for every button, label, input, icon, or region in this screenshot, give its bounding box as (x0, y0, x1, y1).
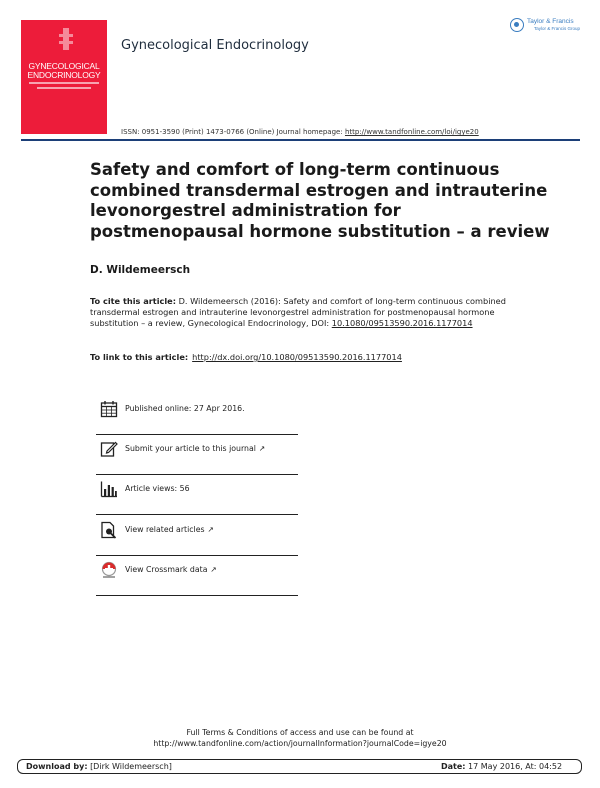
journal-cover-image (21, 20, 107, 134)
citation-block (90, 296, 510, 329)
cover-pattern (59, 28, 73, 50)
terms-text: Full Terms & Conditions of access and use can be found at (186, 728, 414, 737)
related-articles-item[interactable] (100, 521, 300, 541)
downloaded-by (26, 762, 172, 771)
bar-chart-icon (100, 480, 118, 498)
journal-homepage-link[interactable]: http://www.tandfonline.com/loi/igye20 (344, 128, 479, 136)
cover-title-line1: GYNECOLOGICAL (28, 61, 100, 71)
publisher-logo (510, 17, 586, 37)
crossmark-label[interactable]: View Crossmark data ↗ (125, 565, 217, 574)
download-date (441, 762, 562, 771)
submit-article-item[interactable] (100, 440, 300, 460)
article-link-line (90, 352, 402, 362)
cover-subtitle-bar (29, 82, 99, 84)
publisher-logo-icon (510, 18, 524, 32)
article-views-label: Article views: 56 (125, 484, 190, 493)
article-link-label: To link to this article: (90, 352, 189, 362)
related-articles-label[interactable]: View related articles ↗ (125, 525, 214, 534)
external-link-icon: ↗ (207, 525, 214, 534)
citation-label: To cite this article: (90, 296, 176, 306)
info-divider (96, 595, 298, 596)
article-doi-link[interactable]: http://dx.doi.org/10.1080/09513590.2016.1177014 (192, 352, 402, 362)
search-document-icon (100, 521, 118, 539)
article-views-item (100, 480, 300, 500)
external-link-icon: ↗ (210, 565, 217, 574)
publisher-tagline: Taylor & Francis Group (534, 26, 581, 31)
published-online-label: Published online: 27 Apr 2016. (125, 404, 245, 413)
issn-text: ISSN: 0951-3590 (Print) 1473-0766 (Online) Journal homepage: (121, 128, 343, 136)
header-divider (21, 139, 580, 141)
info-divider (96, 555, 298, 556)
journal-title[interactable]: Gynecological Endocrinology (121, 38, 309, 53)
crossmark-icon (100, 561, 118, 579)
published-online-item (100, 400, 300, 420)
calendar-icon (100, 400, 118, 418)
terms-link[interactable]: http://www.tandfonline.com/action/journalInformation?journalCode=igye20 (153, 739, 447, 748)
article-title: Safety and comfort of long-term continuous combined transdermal estrogen and intrauterine levonorgestrel administration for postmenopausal hormone substitution – a review (90, 160, 550, 241)
issn-line (121, 128, 479, 136)
downloaded-by-label: Download by: (26, 762, 88, 771)
download-date-label: Date: (441, 762, 466, 771)
edit-icon (100, 440, 118, 458)
downloaded-by-value: [Dirk Wildemeersch] (90, 762, 172, 771)
publisher-name: Taylor & Francis (527, 18, 574, 25)
cover-title-line2: ENDOCRINOLOGY (27, 70, 101, 80)
citation-doi-link[interactable]: 10.1080/09513590.2016.1177014 (331, 318, 473, 328)
download-date-value: 17 May 2016, At: 04:52 (468, 762, 563, 771)
article-author: D. Wildemeersch (90, 264, 191, 276)
submit-article-label[interactable]: Submit your article to this journal ↗ (125, 444, 266, 453)
crossmark-item[interactable] (100, 561, 300, 581)
external-link-icon: ↗ (258, 444, 266, 453)
info-divider (96, 474, 298, 475)
info-divider (96, 434, 298, 435)
cover-subtitle-bar (37, 87, 91, 89)
citation-text: D. Wildemeersch (2016): Safety and comfort of long-term continuous combined transdermal estrogen and intrauterine levonorgestrel administration for postmenopausal hormone substitution – a review, Gynecological Endocrinology, DOI: (90, 296, 506, 328)
info-divider (96, 514, 298, 515)
